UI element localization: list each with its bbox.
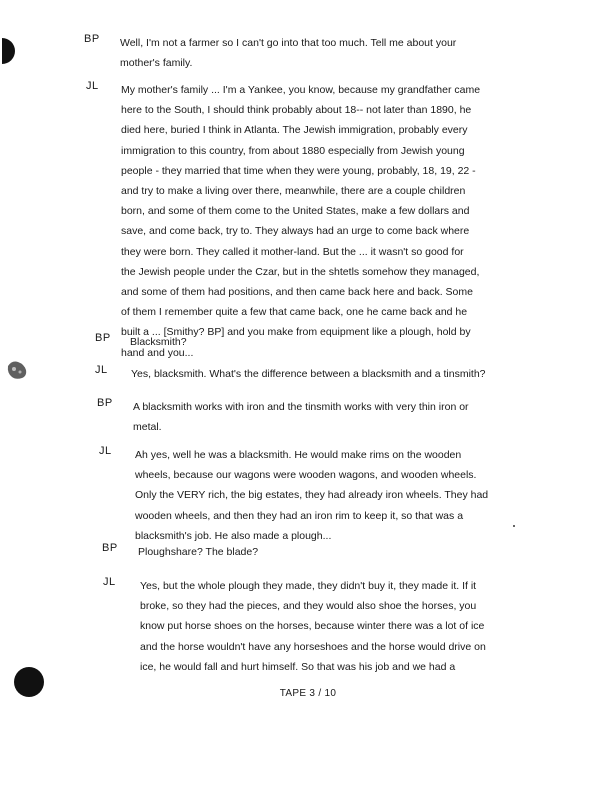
text-line: people - they married that time when they were young, probably, 18, 19, 22 - xyxy=(121,164,476,177)
dialogue-text xyxy=(121,80,480,363)
text-line: built a ... [Smithy? BP] and you make from equipment like a plough, hold by xyxy=(121,326,471,339)
text-line: ice, he would fall and hurt himself. So that was his job and we had a xyxy=(140,660,456,673)
text-line: Well, I'm not a farmer so I can't go into that too much. Tell me about your xyxy=(120,37,457,49)
text-line: broke, so they had the pieces, and they would also shoe the horses, you xyxy=(140,600,477,613)
scan-speck xyxy=(513,525,515,527)
text-line: and some of them had positions, and then came back here and back. Some xyxy=(121,286,473,299)
dialogue-text xyxy=(138,542,258,562)
text-line: My mother's family ... I'm a Yankee, you know, because my grandfather came xyxy=(121,84,481,96)
scan-smudge xyxy=(4,358,30,384)
speaker-label: BP xyxy=(102,542,118,554)
text-line: Only the VERY rich, the big estates, they had already iron wheels. They had xyxy=(135,489,489,502)
speaker-label: BP xyxy=(84,33,100,45)
text-line: wooden wheels, and then they had an iron rim to keep it, so that was a xyxy=(135,509,464,522)
text-line: and the horse wouldn't have any horseshoes and the horse would drive on xyxy=(140,640,486,653)
text-line: Yes, blacksmith. What's the difference between a blacksmith and a tinsmith? xyxy=(131,368,486,380)
text-line: save, and come back, try to. They always had an urge to come back where xyxy=(121,225,470,238)
text-line: hand and you... xyxy=(121,346,194,359)
text-line: died here, buried I think in Atlanta. The Jewish immigration, probably every xyxy=(121,124,468,137)
dialogue-text xyxy=(140,576,486,677)
text-line: know put horse shoes on the horses, because winter there was a lot of ice xyxy=(140,620,485,633)
text-line: the Jewish people under the Czar, but in the shtetls somehow they managed, xyxy=(121,265,480,278)
dialogue-text xyxy=(135,445,488,546)
punch-hole-top xyxy=(2,38,15,64)
text-line: Blacksmith? xyxy=(130,336,187,348)
dialogue-text xyxy=(133,397,469,437)
text-line: mother's family. xyxy=(120,57,193,70)
speaker-label: JL xyxy=(86,80,99,92)
speaker-label: JL xyxy=(99,445,112,457)
dialogue-text xyxy=(130,332,187,352)
text-line: A blacksmith works with iron and the tinsmith works with very thin iron or xyxy=(133,401,469,413)
text-line: of them I remember quite a few that came back, one he came back and he xyxy=(121,306,468,319)
page-footer: TAPE 3 / 10 xyxy=(279,688,337,699)
text-line: Ah yes, well he was a blacksmith. He would make rims on the wooden xyxy=(135,449,462,461)
text-line: Yes, but the whole plough they made, they didn't buy it, they made it. If it xyxy=(140,580,477,592)
text-line: metal. xyxy=(133,421,162,434)
text-line: immigration to this country, from about 1880 especially from Jewish young xyxy=(121,144,465,157)
text-line: and try to make a living over there, meanwhile, there are a couple children xyxy=(121,185,466,198)
text-line: Ploughshare? The blade? xyxy=(138,546,259,558)
dialogue-text xyxy=(131,364,486,384)
text-line: blacksmith's job. He also made a plough... xyxy=(135,529,332,542)
text-line: born, and some of them come to the United States, make a few dollars and xyxy=(121,205,470,218)
speaker-label: BP xyxy=(95,332,111,344)
speaker-label: JL xyxy=(95,364,108,376)
text-line: they were born. They called it mother-land. But the ... it wasn't so good for xyxy=(121,245,464,258)
speaker-label: JL xyxy=(103,576,116,588)
text-line: here to the South, I should think probably about 18-- not later than 1890, he xyxy=(121,104,472,117)
text-line: wheels, because our wagons were wooden wagons, and wooden wheels. xyxy=(135,469,477,482)
dialogue-text xyxy=(120,33,456,73)
speaker-label: BP xyxy=(97,397,113,409)
